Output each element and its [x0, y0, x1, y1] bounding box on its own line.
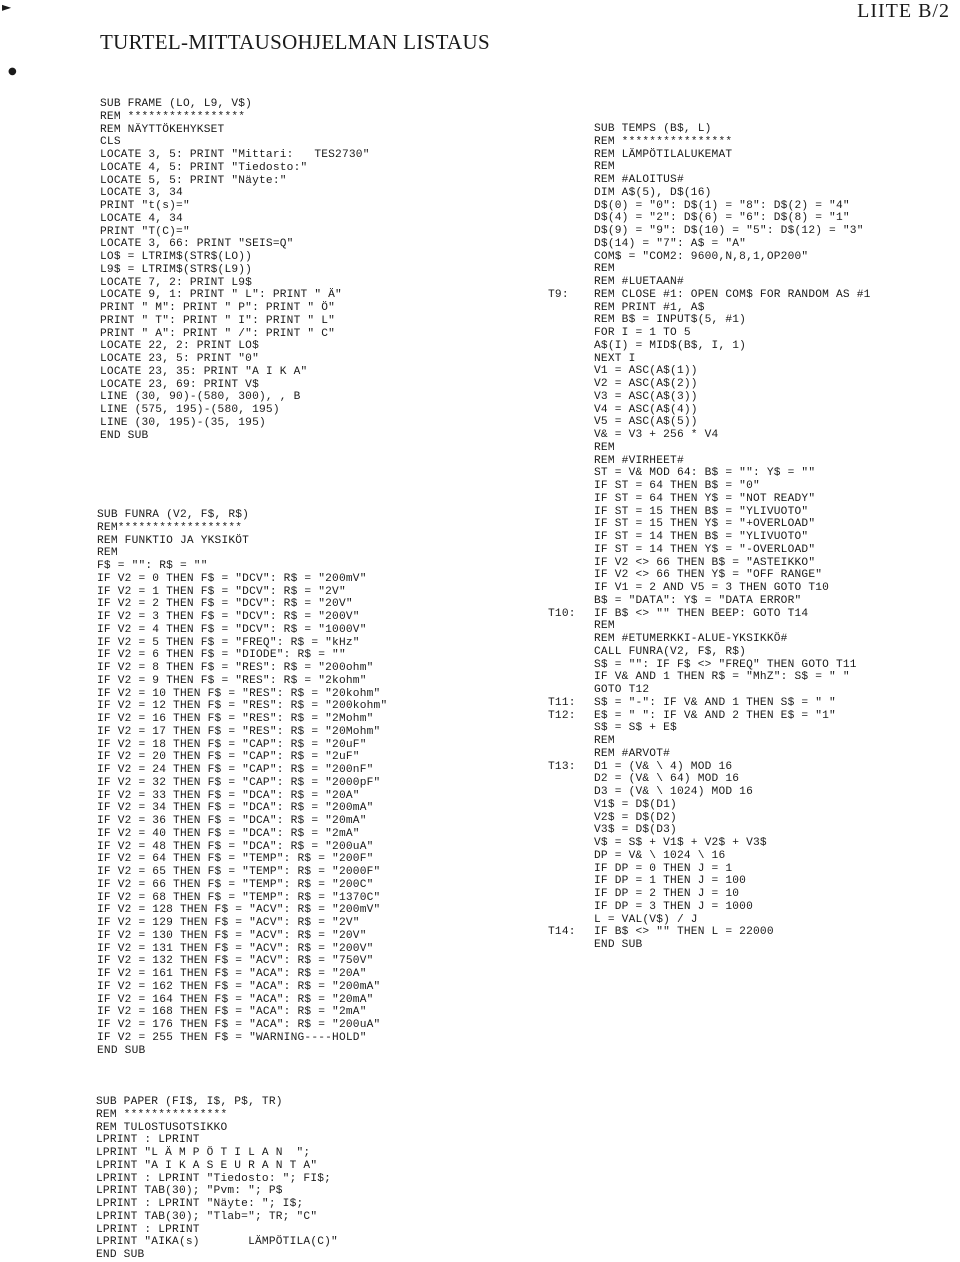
code-line: SUB PAPER (FI$, I$, P$, TR)	[96, 1096, 283, 1108]
code-line	[548, 875, 871, 888]
code-line	[548, 608, 871, 621]
code-line: SUB FUNRA (V2, F$, R$)	[97, 509, 250, 521]
code-line	[548, 365, 871, 378]
line-code: DIM A$(5), D$(16)	[594, 186, 712, 199]
line-code: END SUB	[594, 939, 643, 951]
code-block-frame	[100, 98, 370, 442]
code-line: LOCATE 5, 5: PRINT "Näyte:"	[100, 174, 287, 187]
line-code: REM ****************	[594, 135, 733, 148]
code-line	[548, 901, 871, 914]
code-line: IF V2 = 34 THEN F$ = "DCA": R$ = "200mA"	[97, 802, 374, 815]
code-line	[548, 506, 871, 519]
line-label: T13:	[548, 760, 576, 773]
line-code: IF DP = 3 THEN J = 1000	[594, 900, 754, 913]
code-line: IF V2 = 9 THEN F$ = "RES": R$ = "2kohm"	[97, 674, 367, 687]
line-code: IF B$ <> "" THEN L = 22000	[594, 926, 774, 939]
code-line: IF V2 = 68 THEN F$ = "TEMP": R$ = "1370C"	[97, 891, 381, 904]
code-line	[548, 671, 871, 684]
code-line	[548, 174, 871, 187]
line-code: V3$ = D$(D3)	[594, 824, 677, 837]
code-line: LOCATE 3, 5: PRINT "Mittari: TES2730"	[100, 149, 370, 161]
code-line	[548, 442, 871, 455]
code-line: IF V2 = 130 THEN F$ = "ACV": R$ = "20V"	[97, 929, 367, 942]
code-line	[548, 824, 871, 837]
code-line: REM ***************	[96, 1108, 228, 1121]
code-line	[548, 467, 871, 480]
code-line: IF V2 = 176 THEN F$ = "ACA": R$ = "200uA"	[97, 1019, 381, 1031]
code-line	[548, 123, 871, 136]
line-label: T9:	[548, 288, 569, 301]
code-line	[548, 926, 871, 939]
code-line: IF V2 = 66 THEN F$ = "TEMP": R$ = "200C"	[97, 878, 374, 891]
code-line	[548, 697, 871, 710]
code-block-funra	[97, 509, 387, 1057]
code-line: IF V2 = 3 THEN F$ = "DCV": R$ = "200V"	[97, 611, 360, 623]
line-code: IF DP = 0 THEN J = 1	[594, 862, 733, 875]
code-line: END SUB	[97, 1044, 146, 1057]
line-code: ST = V& MOD 64: B$ = "": Y$ = ""	[594, 467, 816, 480]
code-line	[548, 582, 871, 595]
code-line	[548, 684, 871, 697]
line-code: IF ST = 64 THEN B$ = "0"	[594, 480, 760, 492]
line-label: T12:	[548, 709, 576, 722]
code-line	[548, 659, 871, 672]
line-code: V2 = ASC(A$(2))	[594, 378, 698, 390]
code-line	[548, 353, 871, 366]
code-line: IF V2 = 32 THEN F$ = "CAP": R$ = "2000pF"	[97, 776, 381, 789]
code-line	[548, 722, 871, 735]
code-line	[548, 518, 871, 531]
code-line: IF V2 = 20 THEN F$ = "CAP": R$ = "2uF"	[97, 751, 360, 764]
code-line	[548, 557, 871, 570]
line-code: D$(4) = "2": D$(6) = "6": D$(8) = "1"	[594, 212, 850, 225]
line-code: IF ST = 15 THEN Y$ = "+OVERLOAD"	[594, 518, 816, 531]
line-code: D2 = (V& \ 64) MOD 16	[594, 773, 740, 786]
code-line: LPRINT : LPRINT	[96, 1134, 200, 1147]
code-line: REM NÄYTTÖKEHYKSET	[100, 123, 225, 136]
line-code: CALL FUNRA(V2, F$, R$)	[594, 645, 747, 658]
code-line	[548, 429, 871, 442]
line-code: V3 = ASC(A$(3))	[594, 390, 698, 403]
code-line: LOCATE 23, 5: PRINT "0"	[100, 353, 260, 365]
code-line	[548, 646, 871, 659]
code-line: PRINT "t(s)="	[100, 200, 190, 212]
line-code: D3 = (V& \ 1024) MOD 16	[594, 786, 754, 798]
code-block-paper	[96, 1096, 338, 1262]
code-line: LPRINT : LPRINT	[96, 1223, 200, 1236]
code-line	[548, 136, 871, 149]
line-code: NEXT I	[594, 352, 636, 365]
line-code: IF V1 = 2 AND V5 = 3 THEN GOTO T10	[594, 582, 830, 594]
code-line	[548, 748, 871, 761]
code-line	[548, 238, 871, 251]
code-line	[548, 212, 871, 225]
code-line	[548, 544, 871, 557]
code-line	[548, 225, 871, 238]
line-code: REM #ALOITUS#	[594, 174, 684, 186]
code-line	[548, 149, 871, 162]
line-code: IF B$ <> "" THEN BEEP: GOTO T14	[594, 607, 809, 620]
code-line	[548, 939, 871, 952]
code-line: IF V2 = 131 THEN F$ = "ACV": R$ = "200V"	[97, 942, 374, 955]
code-line: L9$ = LTRIM$(STR$(L9))	[100, 263, 253, 276]
code-line	[548, 786, 871, 799]
line-code: V2$ = D$(D2)	[594, 811, 677, 824]
line-code: L = VAL(V$) / J	[594, 913, 698, 926]
code-line	[548, 455, 871, 468]
code-line: LOCATE 4, 34	[100, 212, 183, 225]
line-code: IF ST = 15 THEN B$ = "YLIVUOTO"	[594, 505, 809, 518]
code-line: IF V2 = 18 THEN F$ = "CAP": R$ = "20uF"	[97, 738, 367, 751]
line-code: REM PRINT #1, A$	[594, 301, 705, 314]
code-line: IF V2 = 255 THEN F$ = "WARNING----HOLD"	[97, 1031, 367, 1044]
code-line	[548, 914, 871, 927]
page-title: TURTEL-MITTAUSOHJELMAN LISTAUS	[100, 30, 490, 54]
code-line: F$ = "": R$ = ""	[97, 560, 208, 572]
code-line: LPRINT TAB(30); "Pvm: "; P$	[96, 1185, 283, 1198]
code-line: IF V2 = 168 THEN F$ = "ACA": R$ = "2mA"	[97, 1006, 367, 1019]
line-code: FOR I = 1 TO 5	[594, 327, 691, 339]
code-line: PRINT " M": PRINT " P": PRINT " Ö"	[100, 302, 336, 314]
code-line	[548, 710, 871, 723]
code-line: LO$ = LTRIM$(STR$(LO))	[100, 251, 253, 263]
line-code: V4 = ASC(A$(4))	[594, 403, 698, 416]
code-line: LPRINT : LPRINT "Näyte: "; I$;	[96, 1198, 304, 1210]
line-code: V1 = ASC(A$(1))	[594, 365, 698, 378]
code-line: CLS	[100, 136, 121, 149]
code-line: IF V2 = 0 THEN F$ = "DCV": R$ = "200mV"	[97, 572, 367, 585]
line-code: REM #LUETAAN#	[594, 276, 684, 288]
code-line: IF V2 = 17 THEN F$ = "RES": R$ = "20Mohm"	[97, 725, 381, 738]
line-code: COM$ = "COM2: 9600,N,8,1,OP200"	[594, 250, 809, 263]
code-line	[548, 888, 871, 901]
code-line: LOCATE 9, 1: PRINT " L": PRINT " Ä"	[100, 289, 342, 302]
code-line: IF V2 = 4 THEN F$ = "DCV": R$ = "1000V"	[97, 623, 367, 636]
code-line: LOCATE 4, 5: PRINT "Tiedosto:"	[100, 161, 308, 174]
code-line: IF V2 = 5 THEN F$ = "FREQ": R$ = "kHz"	[97, 636, 360, 649]
code-line: IF V2 = 6 THEN F$ = "DIODE": R$ = ""	[97, 649, 346, 662]
code-line	[548, 187, 871, 200]
line-code: V1$ = D$(D1)	[594, 798, 677, 811]
code-line: IF V2 = 65 THEN F$ = "TEMP": R$ = "2000F"	[97, 866, 381, 878]
code-line	[548, 276, 871, 289]
code-line: IF V2 = 48 THEN F$ = "DCA": R$ = "200uA"	[97, 840, 374, 853]
code-line	[548, 493, 871, 506]
code-line: END SUB	[96, 1249, 145, 1261]
code-line	[548, 850, 871, 863]
line-code: IF V& AND 1 THEN R$ = "MhZ": S$ = " "	[594, 671, 850, 684]
code-line: IF V2 = 2 THEN F$ = "DCV": R$ = "20V"	[97, 598, 353, 611]
code-line	[548, 620, 871, 633]
line-code: SUB TEMPS (B$, L)	[594, 123, 712, 135]
code-line: LPRINT "AIKA(s) LÄMPÖTILA(C)"	[96, 1236, 338, 1249]
code-line: LOCATE 3, 66: PRINT "SEIS=Q"	[100, 238, 294, 251]
line-label: T11:	[548, 696, 576, 709]
code-line: IF V2 = 64 THEN F$ = "TEMP": R$ = "200F"	[97, 853, 374, 866]
code-line: LINE (575, 195)-(580, 195)	[100, 404, 280, 416]
scan-mark: ►	[2, 0, 12, 14]
code-line: LPRINT TAB(30); "Tlab="; TR; "C"	[96, 1210, 318, 1223]
line-code: REM LÄMPÖTILALUKEMAT	[594, 148, 733, 161]
code-line: LINE (30, 195)-(35, 195)	[100, 416, 266, 429]
code-line	[548, 327, 871, 340]
code-line: IF V2 = 128 THEN F$ = "ACV": R$ = "200mV"	[97, 904, 381, 917]
code-line	[548, 378, 871, 391]
code-line	[548, 263, 871, 276]
line-code: IF ST = 64 THEN Y$ = "NOT READY"	[594, 492, 816, 505]
code-line	[548, 480, 871, 493]
code-line	[548, 200, 871, 213]
code-line: LOCATE 23, 35: PRINT "A I K A"	[100, 365, 308, 378]
line-code: D$(0) = "0": D$(1) = "8": D$(2) = "4"	[594, 199, 850, 212]
line-code: REM	[594, 263, 615, 276]
code-line: PRINT " T": PRINT " I": PRINT " L"	[100, 314, 336, 327]
code-line: IF V2 = 1 THEN F$ = "DCV": R$ = "2V"	[97, 585, 346, 598]
line-code: REM	[594, 735, 615, 747]
code-line: END SUB	[100, 429, 149, 442]
line-code: GOTO T12	[594, 684, 650, 696]
code-line	[548, 773, 871, 786]
code-line: IF V2 = 24 THEN F$ = "CAP": R$ = "200nF"	[97, 764, 374, 776]
code-line	[548, 569, 871, 582]
line-code: E$ = " ": IF V& AND 2 THEN E$ = "1"	[594, 709, 836, 722]
code-line: IF V2 = 129 THEN F$ = "ACV": R$ = "2V"	[97, 917, 360, 929]
line-label: T14:	[548, 926, 576, 939]
code-line: PRINT "T(C)="	[100, 225, 190, 238]
code-line: LPRINT : LPRINT "Tiedosto: "; FI$;	[96, 1172, 332, 1185]
code-line: REM******************	[97, 521, 243, 534]
code-line: IF V2 = 10 THEN F$ = "RES": R$ = "20kohm"	[97, 687, 381, 700]
code-line: IF V2 = 33 THEN F$ = "DCA": R$ = "20A"	[97, 789, 360, 802]
code-line: IF V2 = 161 THEN F$ = "ACA": R$ = "20A"	[97, 968, 367, 980]
line-code: REM #ARVOT#	[594, 747, 671, 760]
code-line	[548, 761, 871, 774]
code-line: IF V2 = 164 THEN F$ = "ACA": R$ = "20mA"	[97, 993, 374, 1006]
code-line: IF V2 = 132 THEN F$ = "ACV": R$ = "750V"	[97, 955, 374, 968]
code-line: LPRINT "A I K A S E U R A N T A"	[96, 1159, 318, 1172]
code-line	[548, 340, 871, 353]
line-code: S$ = "": IF F$ <> "FREQ" THEN GOTO T11	[594, 658, 857, 671]
line-code: B$ = "DATA": Y$ = "DATA ERROR"	[594, 594, 802, 607]
code-line	[548, 735, 871, 748]
code-line: LOCATE 22, 2: PRINT LO$	[100, 340, 260, 353]
line-code: A$(I) = MID$(B$, I, 1)	[594, 339, 747, 352]
line-code: V5 = ASC(A$(5))	[594, 416, 698, 429]
line-code: D1 = (V& \ 4) MOD 16	[594, 760, 733, 773]
line-code: IF DP = 1 THEN J = 100	[594, 875, 747, 888]
line-code: REM CLOSE #1: OPEN COM$ FOR RANDOM AS #1	[594, 288, 871, 301]
code-line	[548, 314, 871, 327]
code-line	[548, 416, 871, 429]
code-line: REM FUNKTIO JA YKSIKÖT	[97, 534, 250, 547]
line-code: IF DP = 2 THEN J = 10	[594, 888, 740, 900]
line-code: D$(9) = "9": D$(10) = "5": D$(12) = "3"	[594, 225, 864, 237]
code-line: REM *****************	[100, 110, 246, 123]
code-line: LPRINT "L Ä M P Ö T I L A N ";	[96, 1147, 311, 1159]
line-code: IF V2 <> 66 THEN B$ = "ASTEIKKO"	[594, 556, 816, 569]
code-line	[548, 595, 871, 608]
line-code: IF ST = 14 THEN B$ = "YLIVUOTO"	[594, 531, 809, 543]
line-code: S$ = "-": IF V& AND 1 THEN S$ = " "	[594, 696, 836, 709]
line-code: V$ = S$ + V1$ + V2$ + V3$	[594, 837, 767, 849]
code-line	[548, 799, 871, 812]
code-line: IF V2 = 162 THEN F$ = "ACA": R$ = "200mA"	[97, 980, 381, 993]
line-code: REM #VIRHEET#	[594, 454, 684, 467]
code-line	[548, 863, 871, 876]
code-line: LOCATE 3, 34	[100, 187, 183, 200]
code-line: IF V2 = 12 THEN F$ = "RES": R$ = "200kohm"	[97, 700, 388, 713]
code-line	[548, 161, 871, 174]
code-line: IF V2 = 40 THEN F$ = "DCA": R$ = "2mA"	[97, 827, 360, 840]
code-line	[548, 251, 871, 264]
line-code: REM	[594, 620, 615, 633]
line-code: REM	[594, 161, 615, 174]
code-line	[548, 302, 871, 315]
code-line: LOCATE 23, 69: PRINT V$	[100, 378, 260, 391]
line-code: REM #ETUMERKKI-ALUE-YKSIKKÖ#	[594, 633, 788, 645]
line-label: T10:	[548, 607, 576, 620]
line-code: S$ = S$ + E$	[594, 722, 677, 735]
line-code: IF V2 <> 66 THEN Y$ = "OFF RANGE"	[594, 569, 823, 582]
code-line: SUB FRAME (LO, L9, V$)	[100, 98, 253, 110]
code-line: LOCATE 7, 2: PRINT L9$	[100, 276, 253, 289]
page-label: LIITE B/2	[857, 0, 950, 22]
code-line	[548, 289, 871, 302]
code-line: REM TULOSTUSOTSIKKO	[96, 1121, 228, 1134]
line-code: V& = V3 + 256 * V4	[594, 429, 719, 441]
code-line	[548, 837, 871, 850]
line-code: D$(14) = "7": A$ = "A"	[594, 237, 747, 250]
code-line: LINE (30, 90)-(580, 300), , B	[100, 391, 301, 404]
code-line: REM	[97, 547, 118, 560]
line-code: DP = V& \ 1024 \ 16	[594, 849, 726, 862]
line-code: IF ST = 14 THEN Y$ = "-OVERLOAD"	[594, 543, 816, 556]
code-line	[548, 531, 871, 544]
code-line	[548, 404, 871, 417]
line-code: REM B$ = INPUT$(5, #1)	[594, 314, 747, 327]
scan-mark: ●	[8, 66, 17, 77]
code-line	[548, 633, 871, 646]
code-line	[548, 812, 871, 825]
code-block-temps	[548, 123, 871, 952]
code-line: PRINT " A": PRINT " /": PRINT " C"	[100, 327, 336, 340]
code-line	[548, 391, 871, 404]
code-line: IF V2 = 36 THEN F$ = "DCA": R$ = "20mA"	[97, 815, 367, 827]
line-code: REM	[594, 441, 615, 454]
code-line: IF V2 = 16 THEN F$ = "RES": R$ = "2Mohm"	[97, 713, 374, 725]
code-line: IF V2 = 8 THEN F$ = "RES": R$ = "200ohm"	[97, 662, 374, 674]
